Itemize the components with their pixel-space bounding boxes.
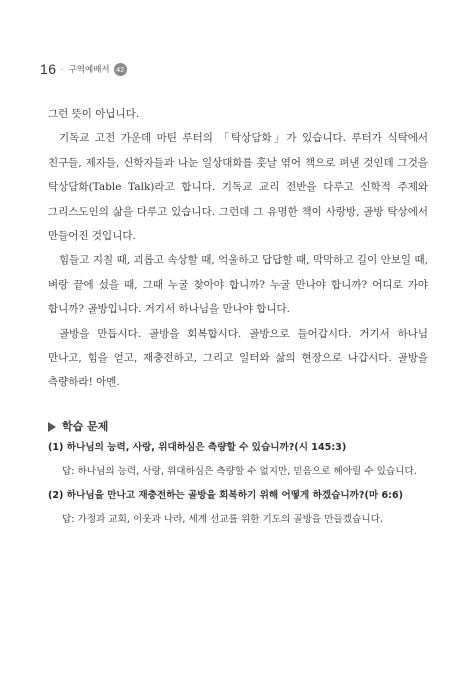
book-title: 구역예배서 xyxy=(68,65,110,75)
question-2-text: 하나님을 만나고 재충전하는 골방을 회복하기 위해 어떻게 하겠습니까?(마 6:6) xyxy=(66,490,404,501)
study-questions-section xyxy=(48,418,428,532)
body-paragraph-2: 기독교 고전 가운데 마틴 루터의 「탁상담화」가 있습니다. 루터가 식탁에서 친구들, 제자들, 신학자들과 나눈 일상대화를 훗날 엮어 책으로 펴낸 것인데 그것을 탁상담화(Table Talk)라고 합니다. 기독교 교리 전반을 다루고 신학적 주제와 그리스도인의 삶을 다루고 있습니다. 그런데 그 유명한 책이 사랑방, 골방 탁상에서 만들어진 것입니다. xyxy=(48,132,428,243)
body-paragraph-1: 그런 뜻이 아닙니다. xyxy=(48,108,140,120)
question-1-number: (1) xyxy=(48,442,64,453)
question-1-text: 하나님의 능력, 사랑, 위대하심은 측량할 수 있습니까?(시 145:3) xyxy=(66,442,347,453)
header-separator: · xyxy=(60,64,64,74)
sermon-body xyxy=(48,102,428,395)
question-2-number: (2) xyxy=(48,490,64,501)
answer-1: 답: 하나님의 능력, 사랑, 위대하심은 측량할 수 없지만, 믿음으로 헤아릴 수 있습니다. xyxy=(62,466,417,477)
study-heading xyxy=(48,418,428,436)
body-paragraph-4: 골방을 만듭시다. 골방을 회복합시다. 골방으로 들어갑시다. 거기서 하나님 만나고, 힘을 얻고, 재충전하고, 그리고 일터와 삶의 현장으로 나갑시다. 골방을 측량하라! 아멘. xyxy=(48,327,428,389)
page-number: 16 xyxy=(40,61,57,77)
study-heading-label: 학습 문제 xyxy=(62,420,109,433)
body-paragraph-3: 힘들고 지칠 때, 괴롭고 속상할 때, 억울하고 답답할 때, 막막하고 길이 안보일 때, 벼랑 끝에 섰을 때, 그때 누굴 찾아야 합니까? 누굴 만나야 합니까? 어디로 가야 합니까? 골방입니다. 거기서 하나님을 만나야 합니다. xyxy=(48,254,428,316)
answer-2: 답: 가정과 교회, 이웃과 나라, 세계 선교를 위한 기도의 골방을 만들겠습니다. xyxy=(62,514,383,525)
question-1 xyxy=(48,436,428,460)
chapter-number-badge: 42 xyxy=(114,63,127,76)
triangle-bullet-icon xyxy=(48,422,56,432)
question-2 xyxy=(48,484,428,508)
running-header xyxy=(40,60,127,78)
